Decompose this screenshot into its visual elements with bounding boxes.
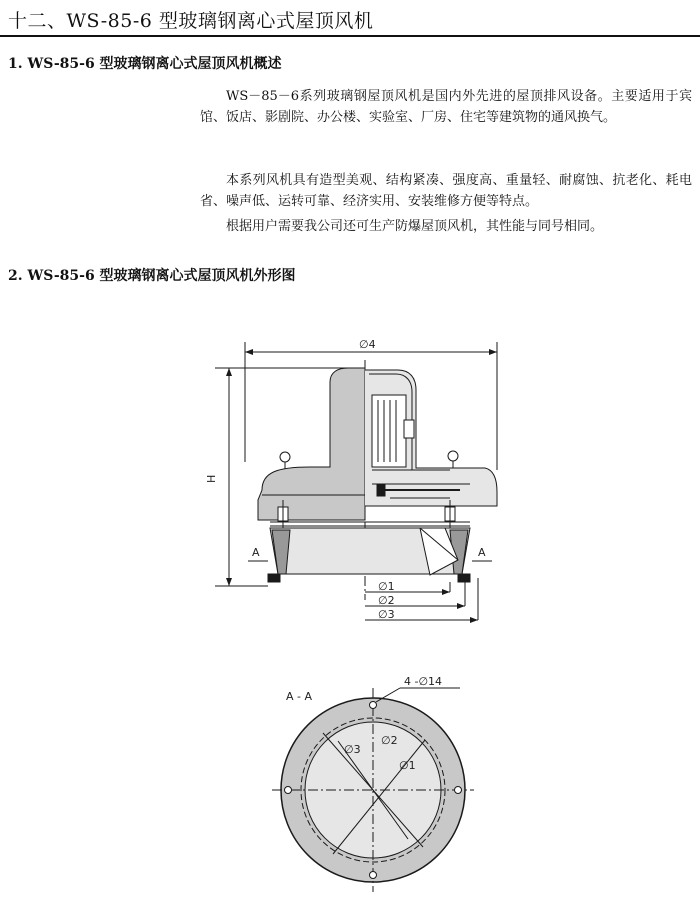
dim1-label: ∅1 [378,580,395,593]
overview-paragraph-1: WS－85－6系列玻璃钢屋顶风机是国内外先进的屋顶排风设备。主要适用于宾馆、饭店、影剧院、办公楼、实验室、厂房、住宅等建筑物的通风换气。 [200,89,692,125]
dim3-label: ∅3 [378,608,395,621]
side-elevation-drawing [215,342,497,623]
overview-paragraph-2: 本系列风机具有造型美观、结构紧凑、强度高、重量轻、耐腐蚀、抗老化、耗电省、噪声低、运转可靠、经济实用、安装维修方便等特点。 [200,173,692,209]
section-aa-label: A - A [286,690,313,703]
overview-heading: 1. WS-85-6 型玻璃钢离心式屋顶风机概述 [8,56,282,72]
plan-dim1-label: ∅1 [399,759,416,772]
section-mark-right: A [478,546,486,559]
height-label: H [205,474,218,483]
bolt-holes-label: 4 -∅14 [404,675,443,688]
plan-dim3-label: ∅3 [344,743,361,756]
section-mark-left: A [252,546,260,559]
dim2-label: ∅2 [378,594,395,607]
overview-paragraph-3: 根据用户需要我公司还可生产防爆屋顶风机，其性能与同号相同。 [226,219,604,234]
section-title: 十二、WS-85-6 型玻璃钢离心式屋顶风机 [8,10,374,32]
section-aa-drawing [272,688,474,892]
plan-dim2-label: ∅2 [381,734,398,747]
drawing-heading: 2. WS-85-6 型玻璃钢离心式屋顶风机外形图 [8,268,296,284]
overall-width-label: ∅4 [359,338,376,351]
